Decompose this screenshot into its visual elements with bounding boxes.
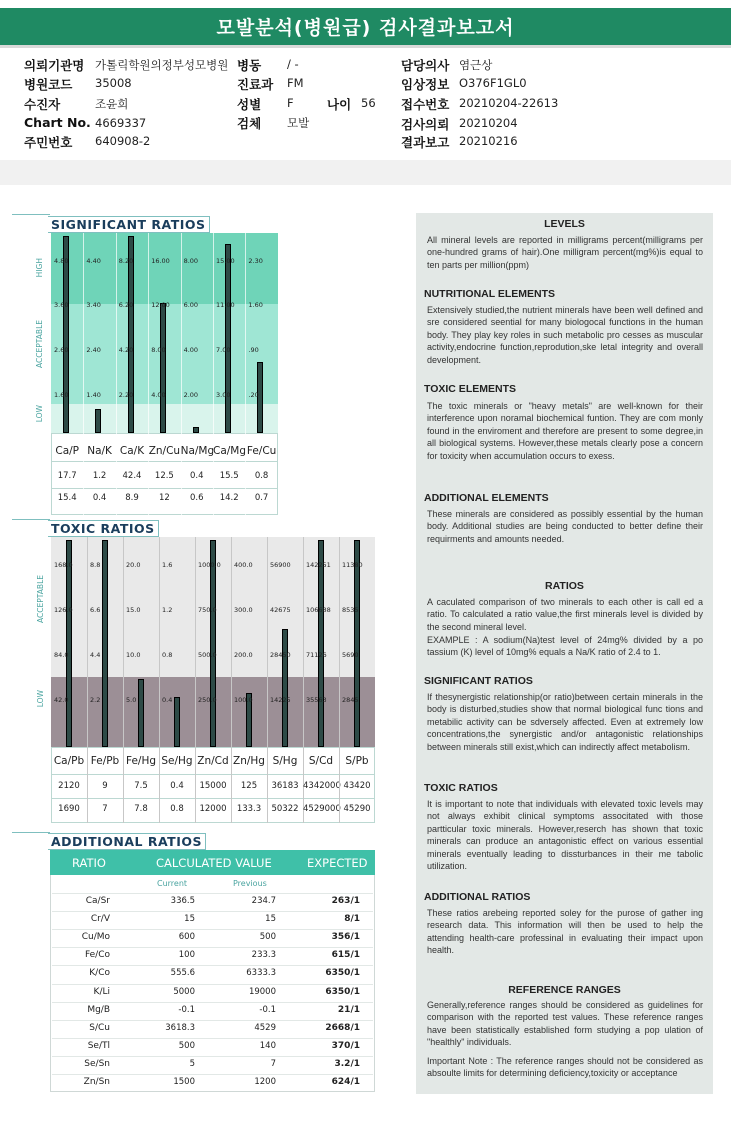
add-row-line	[52, 965, 373, 966]
tox-previous-value: 12000	[199, 804, 227, 814]
doctor-label: 담당의사	[401, 58, 450, 73]
add-current-value: 15	[184, 914, 195, 925]
add-ratio-name: Se/Tl	[87, 1040, 110, 1051]
add-current-value: 555.6	[170, 968, 195, 979]
additional-elements-text: These minerals are considered as possibly essential by the human body. Additional studies are being conducted to better define their requirments and amounts needed.	[427, 509, 703, 544]
sig-current-value: 1.2	[92, 471, 107, 481]
age-value: 56	[361, 96, 376, 110]
sig-bar	[225, 244, 231, 433]
sig-zone-label-low: LOW	[35, 405, 44, 423]
tox-tick-label: 15.0	[126, 606, 141, 614]
patient-label: 수진자	[24, 97, 61, 112]
sig-ratio-name: Fe/Cu	[246, 445, 277, 457]
tox-tick-label: 2.2	[90, 696, 101, 704]
tox-tick-label: 250.0	[198, 696, 217, 704]
sig-tick-label: .20	[248, 391, 259, 399]
add-row-line	[52, 1002, 373, 1003]
chart-no-value: 4669337	[95, 116, 147, 130]
tox-tick-label: 6.6	[90, 606, 101, 614]
add-previous-value: 19000	[248, 986, 276, 997]
add-previous-value: 140	[259, 1040, 276, 1051]
sig-ratio-name: Ca/K	[119, 445, 145, 457]
sig-previous-value: 12	[158, 493, 170, 503]
sig-tick-label: 1.60	[248, 301, 263, 309]
add-previous-value: 1200	[254, 1077, 276, 1087]
tox-tick-label: 11380	[342, 561, 363, 569]
tox-tick-label: 100.0	[234, 696, 253, 704]
add-ratio-name: Zn/Sn	[83, 1077, 110, 1087]
add-previous-value: 234.7	[251, 896, 276, 906]
sig-tick-label: 16.00	[151, 257, 170, 265]
section-divider	[0, 160, 731, 185]
tox-bar	[318, 540, 324, 747]
add-current-value: 3618.3	[165, 1022, 195, 1033]
clinical-label: 임상정보	[401, 77, 450, 92]
chart-no-label: Chart No.	[24, 115, 91, 130]
tox-current-value: 0.4	[170, 781, 184, 791]
add-expected-value: 21/1	[337, 1004, 360, 1015]
add-expected-value: 6350/1	[325, 968, 360, 979]
add-rule	[12, 832, 50, 833]
specimen-label: 검체	[237, 116, 262, 131]
tox-tick-label: 8535	[342, 606, 359, 614]
sig-bar	[193, 427, 199, 433]
add-previous-value: 500	[259, 932, 276, 943]
tox-previous-value: 7.8	[134, 804, 148, 814]
ratios-text: A caculated comparison of two minerals to each other is call ed a ratio. To calculated a ratio value,the first minerals level is divided by the second mineral level.	[427, 597, 703, 632]
sig-zone-label-high: HIGH	[35, 258, 44, 278]
sig-current-value: 15.5	[219, 471, 239, 481]
tox-tick-label: 168.0	[54, 561, 73, 569]
sig-previous-value: 0.6	[190, 493, 204, 503]
add-previous-value: 233.3	[251, 950, 276, 961]
ward-value: / -	[287, 57, 299, 71]
tox-current-value: 125	[240, 781, 258, 791]
tox-tick-label: 300.0	[234, 606, 253, 614]
add-ratio-name: Ca/Sr	[85, 896, 110, 906]
sig-tick-label: 6.00	[183, 301, 199, 309]
doctor-value: 염근상	[459, 58, 493, 72]
nutritional-text: Extensively studied,the nutrient minerals have been well defined and sre considered seential for many biologocal functions in the human body. They play key roles in such metabolic pro cesses as muscular activity,endocrine function,reprodution,ske letal integrity and overall development.	[427, 305, 703, 365]
age-label: 나이	[327, 97, 352, 112]
tox-bar	[138, 679, 144, 747]
tox-tick-label: 42.0	[54, 696, 69, 704]
tox-current-value: 7.5	[134, 781, 148, 791]
sig-tick-label: 3.00	[216, 391, 231, 399]
tox-bar	[282, 629, 288, 747]
sub-previous: Previous	[233, 879, 267, 888]
tox-current-value: 43420	[343, 781, 371, 791]
sig-tick-label: 4.80	[54, 257, 69, 265]
sig-tick-label: 8.00	[151, 346, 166, 354]
add-ratio-name: Cr/V	[90, 914, 110, 925]
tox-ratio-name: Ca/Pb	[53, 755, 85, 767]
tox-tick-label: 4.4	[90, 651, 101, 659]
add-row-line	[52, 984, 373, 985]
sig-rule	[12, 214, 50, 215]
institution-label: 의뢰기관명	[24, 58, 85, 73]
sig-previous-value: 15.4	[57, 493, 77, 503]
report-title: 모발분석(병원급) 검사결과보고서	[0, 8, 731, 48]
tox-tick-label: 20.0	[126, 561, 141, 569]
tox-bar	[66, 540, 72, 747]
specimen-value: 모발	[287, 116, 310, 130]
sig-current-value: 12.5	[154, 471, 174, 481]
tox-ratio-name: Fe/Pb	[90, 755, 120, 767]
add-current-value: 1500	[173, 1077, 195, 1087]
tox-current-value: 15000	[199, 781, 227, 791]
sig-tick-label: 3.60	[54, 301, 69, 309]
ward-label: 병동	[237, 58, 262, 73]
add-previous-value: 15	[265, 914, 276, 925]
add-ratio-name: Se/Sn	[84, 1058, 110, 1069]
sex-value: F	[287, 96, 294, 110]
tox-tick-label: 1000.0	[198, 561, 221, 569]
add-row-line	[52, 1020, 373, 1021]
tox-tick-label: 71126	[306, 651, 327, 659]
tox-zone-label-low: LOW	[36, 690, 45, 708]
tox-tick-label: 1.2	[162, 606, 173, 614]
tox-current-value: 4342000	[303, 781, 341, 791]
add-current-value: 5	[189, 1058, 195, 1069]
tox-previous-value: 4529000	[303, 804, 341, 814]
tox-tick-label: 126.0	[54, 606, 73, 614]
add-current-value: -0.1	[178, 1004, 195, 1015]
receipt-value: 20210204-22613	[459, 96, 559, 110]
tox-tick-label: 0.8	[162, 651, 173, 659]
tox-tick-label: 28450	[270, 651, 291, 659]
tox-tick-label: 2845	[342, 696, 359, 704]
tox-previous-value: 0.8	[170, 804, 184, 814]
tox-tick-label: 5.0	[126, 696, 137, 704]
add-row-line	[52, 1038, 373, 1039]
add-ratio-name: S/Cu	[89, 1022, 110, 1033]
sig-current-value: 0.4	[190, 471, 204, 481]
request-value: 20210204	[459, 116, 518, 130]
significant-title: SIGNIFICANT RATIOS	[48, 216, 210, 233]
add-row-line	[52, 947, 373, 948]
tox-previous-value: 7	[102, 804, 108, 814]
sig-previous-value: 8.9	[125, 493, 139, 503]
tox-tick-label: 0.4	[162, 696, 173, 704]
sig-tick-label: 3.40	[86, 301, 101, 309]
sig-tick-label: 2.20	[118, 391, 134, 399]
sig-tick-label: 4.20	[118, 346, 134, 354]
receipt-label: 접수번호	[401, 97, 450, 112]
tox-tick-label: 42675	[270, 606, 291, 614]
tox-tick-label: 84.0	[54, 651, 69, 659]
sig-ratio-name: Zn/Cu	[148, 445, 181, 457]
col-calculated: CALCULATED VALUE	[156, 856, 272, 870]
sig-tick-label: 11.00	[216, 301, 235, 309]
add-row-line	[52, 1056, 373, 1057]
add-row-line	[52, 893, 373, 894]
sig-ratio-name: Ca/Mg	[213, 445, 247, 457]
levels-text: All mineral levels are reported in milligrams percent(milligrams per one-hundred grams of hair).One milligram percent(mg%)is equal to ten parts per million(ppm)	[427, 235, 703, 270]
sig-tick-label: 4.00	[151, 391, 166, 399]
tox-ratio-name: Zn/Cd	[197, 755, 229, 767]
toxic-ratios-text: It is important to note that individuals with elevated toxic levels may not always exhibit clinical symptoms associtated with those partticular toxic minerals. However,reserch has shown that toxic minerals can produce an antagonistic effect on various essential minerals eventually leading to dissturbances in their me tabolic utilization.	[427, 799, 703, 872]
tox-ratio-name: S/Hg	[272, 755, 298, 767]
toxic-elements-heading: TOXIC ELEMENTS	[424, 383, 516, 395]
request-label: 검사의뢰	[401, 117, 450, 132]
sig-previous-value: 14.2	[219, 493, 239, 503]
tox-current-value: 36183	[271, 781, 299, 791]
sig-tick-label: 8.20	[118, 257, 134, 265]
add-row-line	[52, 911, 373, 912]
tox-tick-label: 142251	[306, 561, 331, 569]
sub-current: Current	[157, 879, 188, 888]
sig-previous-value: 0.4	[92, 493, 107, 503]
sig-zone-label-acceptable: ACCEPTABLE	[35, 320, 44, 368]
tox-bar	[102, 540, 108, 747]
sig-tick-label: 4.40	[86, 257, 101, 265]
add-previous-value: 7	[270, 1058, 276, 1069]
ratios-example: EXAMPLE : A sodium(Na)test level of 24mg% divided by a po tassium (K) level of 10mg% equals a Na/K ratio of 2.4 to 1.	[427, 635, 703, 658]
add-expected-value: 263/1	[331, 896, 360, 906]
add-previous-value: 6333.3	[246, 968, 276, 979]
tox-tick-label: 400.0	[234, 561, 253, 569]
sex-label: 성별	[237, 97, 262, 112]
reference-panel	[416, 213, 713, 1094]
tox-tick-label: 1.6	[162, 561, 173, 569]
tox-tick-label: 750.0	[198, 606, 217, 614]
rrn-value: 640908-2	[95, 134, 151, 148]
sig-bar	[128, 236, 134, 433]
tox-rule	[12, 519, 50, 520]
nutritional-heading: NUTRITIONAL ELEMENTS	[424, 288, 556, 300]
tox-previous-value: 133.3	[236, 804, 262, 814]
add-ratio-name: K/Li	[93, 986, 110, 997]
add-expected-value: 615/1	[331, 950, 360, 961]
sig-bar	[63, 236, 69, 433]
sig-ratio-name: Na/Mg	[180, 445, 215, 457]
sig-ratio-name: Ca/P	[55, 445, 80, 457]
sig-previous-value: 0.7	[254, 493, 269, 503]
add-row-line	[52, 1074, 373, 1075]
sig-ratio-name: Na/K	[87, 445, 112, 457]
rrn-label: 주민번호	[24, 135, 73, 150]
tox-previous-value: 45290	[343, 804, 371, 814]
sig-tick-label: 2.40	[86, 346, 101, 354]
tox-tick-label: 8.8	[90, 561, 101, 569]
reference-note: Important Note : The reference ranges should not be considered as absoulte limits for determining deficiency,toxicity or acceptance	[427, 1056, 703, 1079]
sig-bar	[95, 409, 101, 433]
institution-value: 가톨릭학원의정부성모병원	[95, 58, 229, 72]
tox-ratio-name: S/Pb	[345, 755, 369, 767]
add-expected-value: 2668/1	[325, 1022, 360, 1033]
tox-bar	[354, 540, 360, 747]
additional-ratios-text: These ratios arebeing reported soley for the purose of gather ing research data. This information will then be used to help the attending health-care professinal in evaluating their impact upon health.	[427, 908, 703, 956]
tox-bar	[210, 540, 216, 747]
result-value: 20210216	[459, 134, 518, 148]
tox-previous-value: 50322	[271, 804, 299, 814]
result-label: 결과보고	[401, 135, 450, 150]
tox-tick-label: 5690	[342, 651, 359, 659]
sig-current-value: 42.4	[122, 471, 142, 481]
additional-elements-heading: ADDITIONAL ELEMENTS	[424, 492, 549, 504]
department-value: FM	[287, 76, 304, 90]
add-ratio-name: Fe/Co	[84, 950, 110, 961]
sig-current-value: 0.8	[254, 471, 269, 481]
tox-ratio-name: Se/Hg	[161, 755, 193, 767]
col-expected: EXPECTED	[307, 856, 368, 870]
toxic-elements-text: The toxic minerals or "heavy metals" are well-known for their interference upon noramal biochemical funtion. They are com monly found in the enviroment and therefore are present to some degree,in all biological systems. However,these metals clearly pose a concern for toxicity when accumulation occurs to exess.	[427, 401, 703, 461]
sig-tick-label: 2.30	[248, 257, 263, 265]
tox-tick-label: 200.0	[234, 651, 253, 659]
add-ratio-name: Mg/B	[87, 1004, 110, 1015]
tox-ratio-name: Fe/Hg	[125, 755, 157, 767]
additional-ratios-heading: ADDITIONAL RATIOS	[424, 891, 531, 903]
add-expected-value: 624/1	[331, 1077, 360, 1087]
sig-tick-label: 1.60	[54, 391, 69, 399]
tox-tick-label: 14225	[270, 696, 291, 704]
add-expected-value: 356/1	[331, 932, 360, 943]
additional-title: ADDITIONAL RATIOS	[48, 833, 206, 850]
sig-tick-label: 8.00	[183, 257, 199, 265]
tox-zone-label-acceptable: ACCEPTABLE	[36, 575, 45, 623]
sig-tick-label: 2.60	[54, 346, 69, 354]
sig-current-value: 17.7	[57, 471, 77, 481]
add-current-value: 600	[178, 932, 195, 943]
add-current-value: 500	[178, 1040, 195, 1051]
sig-tick-label: 4.00	[183, 346, 199, 354]
clinical-value: O376F1GL0	[459, 76, 527, 90]
add-previous-value: 4529	[254, 1022, 276, 1033]
tox-ratio-name: Zn/Hg	[233, 755, 265, 767]
sig-tick-label: 12.00	[151, 301, 170, 309]
reference-ranges-heading: REFERENCE RANGES	[508, 984, 621, 996]
sig-tick-label: 2.00	[183, 391, 199, 399]
hospital-code-label: 병원코드	[24, 77, 73, 92]
add-ratio-name: K/Co	[89, 968, 110, 979]
sig-bar	[160, 303, 166, 433]
significant-ratios-heading: SIGNIFICANT RATIOS	[424, 675, 533, 687]
reference-ranges-text: Generally,reference ranges should be considered as guidelines for comparison with the reported test values. These reference ranges have been statistically established form studying a pop ulation of "healthly" individuals.	[427, 1000, 703, 1048]
ratios-heading: RATIOS	[545, 580, 584, 592]
tox-bar	[174, 697, 180, 747]
tox-ratio-name: S/Cd	[308, 755, 334, 767]
col-ratio: RATIO	[72, 856, 106, 870]
tox-current-value: 9	[102, 781, 108, 791]
add-expected-value: 6350/1	[325, 986, 360, 997]
add-expected-value: 3.2/1	[334, 1058, 360, 1069]
sig-tick-label: 7.00	[216, 346, 231, 354]
sig-tick-label: .90	[248, 346, 259, 354]
significant-ratios-text: If thesynergistic relationship(or ratio)between certain minerals in the body is disturbed,studies show that normal biological func tions and metabilic activity can be sdversely affected. Even at extremely low concentrations,the synergistic and/or antagonistic relationships between minerals still exist,which can indirectly affect metabolism.	[427, 692, 703, 752]
toxic-ratios-heading: TOXIC RATIOS	[424, 782, 498, 794]
tox-tick-label: 56900	[270, 561, 291, 569]
levels-heading: LEVELS	[544, 218, 585, 230]
add-ratio-name: Cu/Mo	[81, 932, 110, 943]
add-current-value: 100	[178, 950, 195, 961]
sig-tick-label: 15.00	[216, 257, 235, 265]
add-current-value: 5000	[173, 986, 195, 997]
add-current-value: 336.5	[170, 896, 195, 906]
tox-tick-label: 106688	[306, 606, 331, 614]
tox-tick-label: 35563	[306, 696, 327, 704]
patient-value: 조윤희	[95, 97, 129, 111]
tox-tick-label: 500.0	[198, 651, 217, 659]
add-expected-value: 370/1	[331, 1040, 360, 1051]
additional-header	[50, 850, 375, 875]
add-expected-value: 8/1	[344, 914, 360, 925]
sig-tick-label: 6.20	[118, 301, 134, 309]
tox-current-value: 2120	[58, 781, 80, 791]
tox-previous-value: 1690	[58, 804, 80, 814]
toxic-title: TOXIC RATIOS	[48, 520, 159, 537]
sig-tick-label: 1.40	[86, 391, 101, 399]
hospital-code-value: 35008	[95, 76, 132, 90]
add-row-line	[52, 929, 373, 930]
department-label: 진료과	[237, 77, 274, 92]
tox-tick-label: 10.0	[126, 651, 141, 659]
add-previous-value: -0.1	[259, 1004, 276, 1015]
